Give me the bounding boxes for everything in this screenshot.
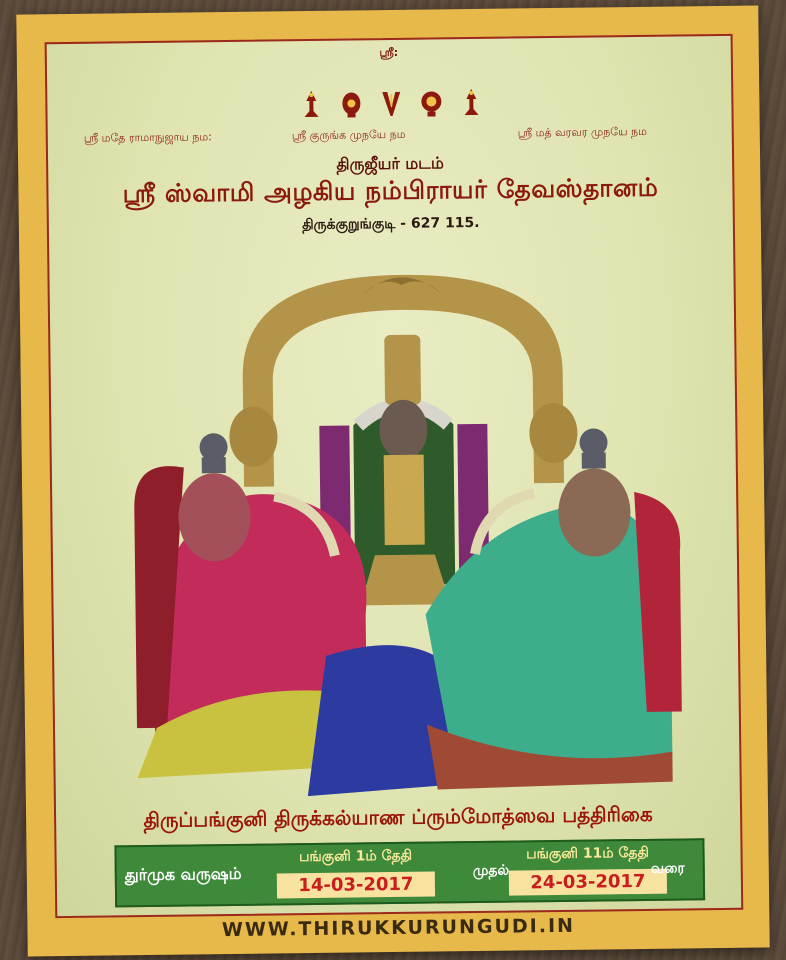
end-date: 24-03-2017 xyxy=(509,869,667,896)
namam-icon xyxy=(378,88,404,118)
temple-address: திருக்குறுங்குடி - 627 115. xyxy=(302,214,480,234)
lamp-icon-right xyxy=(458,87,484,117)
sri-mark: ஸ்ரீ: xyxy=(379,45,399,60)
lamp-icon xyxy=(298,89,324,119)
chakra-icon xyxy=(418,87,444,117)
start-date-block xyxy=(276,848,435,899)
salutation-row xyxy=(48,124,732,148)
start-label: பங்குனி 1ம் தேதி xyxy=(298,847,413,866)
invitation-card xyxy=(16,6,769,957)
website-url: WWW.THIRUKKURUNGUDI.IN xyxy=(221,914,576,942)
deity-illustration xyxy=(121,251,688,818)
start-date: 14-03-2017 xyxy=(277,872,435,899)
salutation-right: ஸ்ரீ மத் வரவர முநயே நம xyxy=(517,124,647,140)
date-band xyxy=(114,838,705,907)
salutation-center: ஸ்ரீ குருங்க முநயே நம xyxy=(291,127,406,143)
math-name: திருஜீயர் மடம் xyxy=(336,153,444,174)
emblem-row xyxy=(291,77,491,119)
tamil-year: துர்முக வருஷம் xyxy=(124,863,242,885)
festival-title: திருப்பங்குனி திருக்கல்யாண ப்ரும்மோத்ஸவ பத்திரிகை xyxy=(143,801,653,833)
salutation-left: ஸ்ரீ மதே ராமாநுஜாய நம: xyxy=(83,130,213,145)
conch-icon xyxy=(338,88,364,118)
end-label: பங்குனி 11ம் தேதி xyxy=(526,844,650,863)
end-date-block xyxy=(508,845,667,896)
card-inner-panel xyxy=(45,34,744,918)
till-word: வரை xyxy=(650,860,685,877)
from-word: முதல் xyxy=(472,862,510,880)
temple-name: ஸ்ரீ ஸ்வாமி அழகிய நம்பிராயர் தேவஸ்தானம் xyxy=(122,172,659,209)
